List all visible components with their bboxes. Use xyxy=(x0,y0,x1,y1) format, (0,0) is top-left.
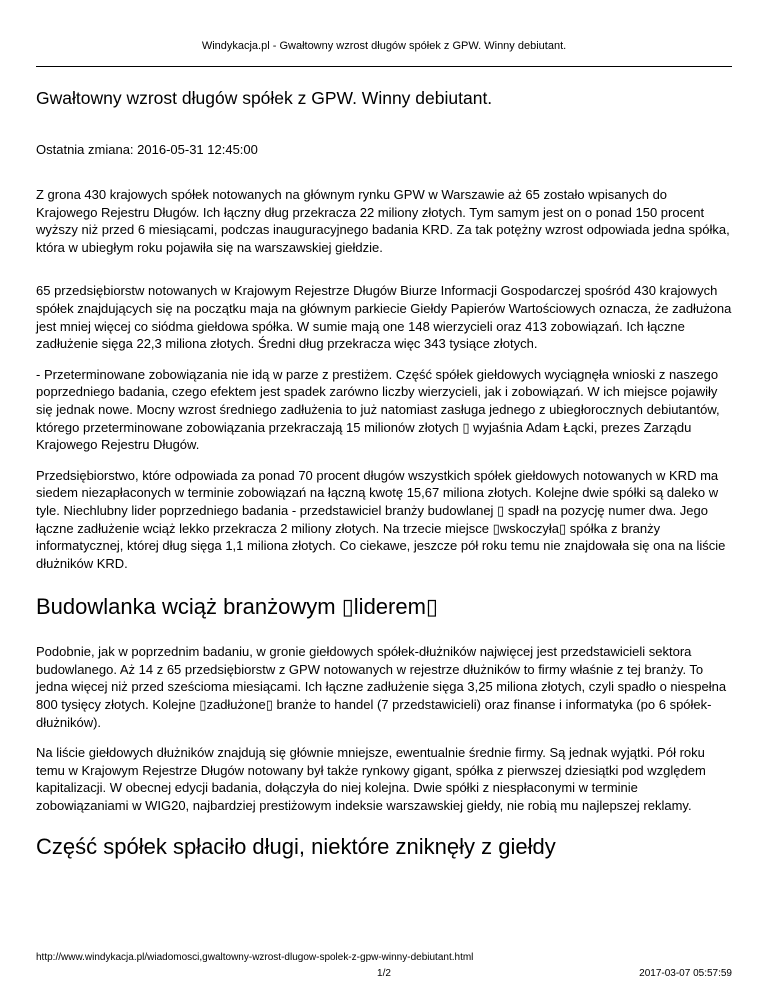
paragraph-intro-2: 65 przedsiębiorstw notowanych w Krajowym Rejestrze Długów Biurze Informacji Gospodarczej spośród 430 krajowych spółek znajdujących się na początku maja na głównym parkiecie Giełdy Papierów Wartościowych oznacza, że zadłużona jest mniej więcej co siódma giełdowa spółka. W sumie mają one 148 wierzycieli oraz 413 zobowiązań. Ich łączne zadłużenie sięga 22,3 miliona złotych. Średni dług przekracza więc 343 tysiące złotych. xyxy=(36,283,732,352)
paragraph-intro-1: Z grona 430 krajowych spółek notowanych na głównym rynku GPW w Warszawie aż 65 zostało wpisanych do Krajowego Rejestru Długów. Ich łączny dług przekracza 22 miliony złotych. Tym samym jest on o ponad 150 procent wyższy niż przed 6 miesiącami, podczas inauguracyjnego badania KRD. Za tak potężny wzrost odpowiada jedna spółka, która w ubiegłym roku pojawiła się na warszawskiej giełdzie. xyxy=(36,187,730,255)
footer-source-url: http://www.windykacja.pl/wiadomosci,gwaltowny-wzrost-dlugow-spolek-z-gpw-winny-debiutant.html xyxy=(36,952,474,963)
section-heading-construction: Budowlanka wciąż branżowym ▯liderem▯ xyxy=(36,594,439,620)
paragraph-section1-2: Na liście giełdowych dłużników znajdują się głównie mniejsze, ewentualnie średnie firmy. Są jednak wyjątki. Pół roku temu w Krajowym Rejestrze Długów notowany był także rynkowy gigant, spółka z pierwszej dziesiątki pod względem kapitalizacji. W obecnej edycji badania, dołączyła do niej kolejna. Dwie spółki z niespłaconymi w terminie zobowiązaniami w WIG20, najbardziej prestiżowym indeksie warszawskiej giełdy, nie robią mu najlepszej reklamy. xyxy=(36,745,706,814)
paragraph-intro-4: Przedsiębiorstwo, które odpowiada za ponad 70 procent długów wszystkich spółek giełdowych notowanych w KRD ma siedem niezapłaconych w terminie zobowiązań na łączną kwotę 15,67 miliona złotych. Kolejne dwie spółki są daleko w tyle. Niechlubny lider poprzedniego badania - przedstawiciel branży budowlanej ▯ spadł na pozycję numer dwa. Jego łączne zadłużenie wciąż lekko przekracza 2 miliony złotych. Na trzecie miejsce ▯wskoczyła▯ spółka z branży informatycznej, której dług sięga 1,1 miliona złotych. Co ciekawe, jeszcze pół roku temu nie znajdowała się ona na liście dłużników KRD. xyxy=(36,467,726,571)
article-body xyxy=(36,86,732,861)
footer-page-number: 1/2 xyxy=(377,968,391,979)
paragraph-quote: - Przeterminowane zobowiązania nie idą w parze z prestiżem. Część spółek giełdowych wyciągnęła wnioski z naszego poprzedniego badania, czego efektem jest spadek zarówno liczby wierzycieli, jak i zobowiązań. W ich miejsce pojawiły się jednak nowe. Mocny wzrost średniego zadłużenia to już natomiast zasługa jednego z ubiegłorocznych debiutantów, którego przeterminowane zobowiązania przekraczają 15 milionów złotych ▯ wyjaśnia Adam Łącki, prezes Zarządu Krajowego Rejestru Długów. xyxy=(36,366,720,453)
paragraph-section1-1: Podobnie, jak w poprzednim badaniu, w gronie giełdowych spółek-dłużników najwięcej jest przedstawicieli sektora budowlanego. Aż 14 z 65 przedsiębiorstw z GPW notowanych w rejestrze dłużników to firmy właśnie z tej branży. To jedna więcej niż przed sześcioma miesiącami. Ich łączne zadłużenie sięga 3,25 miliona złotych, czyli spadło o niespełna 800 tysięcy złotych. Kolejne ▯zadłużone▯ branże to handel (7 przedstawicieli) oraz finanse i informatyka (po 6 spółek-dłużników). xyxy=(36,644,727,730)
running-header: Windykacja.pl - Gwałtowny wzrost długów spółek z GPW. Winny debiutant. xyxy=(201,40,567,52)
header-divider xyxy=(36,66,732,67)
last-modified-date: Ostatnia zmiana: 2016-05-31 12:45:00 xyxy=(36,142,258,157)
article-title: Gwałtowny wzrost długów spółek z GPW. Winny debiutant. xyxy=(36,88,493,108)
section-heading-repaid: Część spółek spłaciło długi, niektóre zniknęły z giełdy xyxy=(36,833,556,859)
footer-print-date: 2017-03-07 05:57:59 xyxy=(639,968,732,979)
